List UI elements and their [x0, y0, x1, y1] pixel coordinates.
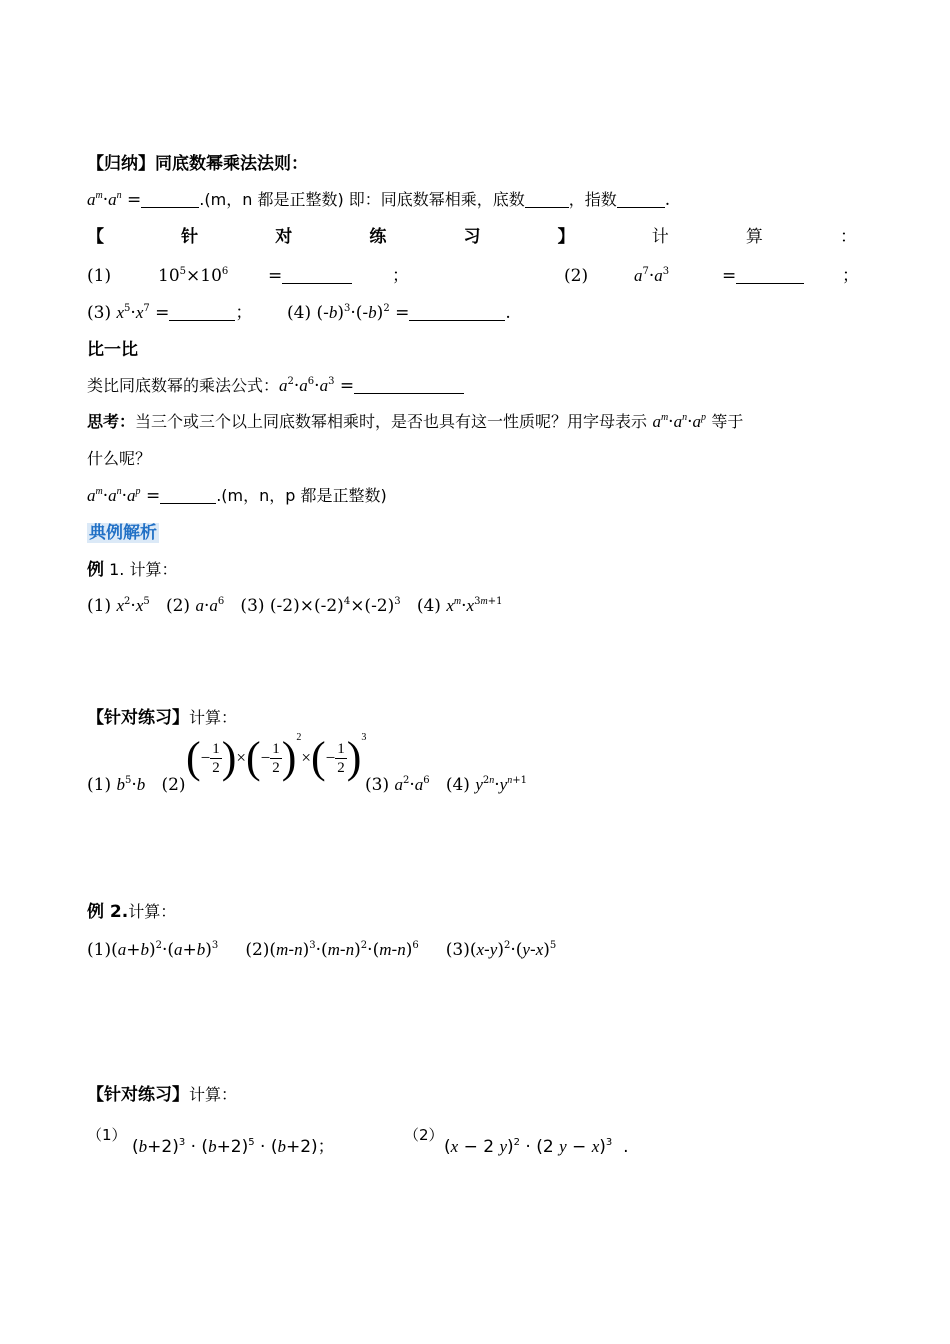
question-label: (4)	[287, 303, 312, 323]
practice3-heading	[87, 1083, 237, 1107]
answer-blank[interactable]	[525, 191, 569, 208]
spread-char: 算	[745, 227, 763, 247]
practice1-q4: (4) $(-b)^3\cdot(-b)^2$ = .	[287, 303, 511, 323]
semicolon: ；	[392, 266, 409, 286]
practice3-q1-expr: $(b+2)^3 \cdot (b+2)^5 \cdot (b+2)$；	[132, 1137, 335, 1157]
compare-heading: 比一比	[87, 340, 138, 360]
practice-tail: 计算：	[189, 1085, 238, 1104]
practice1-q3: (3) $x^5\cdot x^7$ = ；	[87, 303, 253, 323]
answer-blank[interactable]	[169, 304, 235, 321]
spread-char: ：	[840, 227, 857, 247]
answer-blank[interactable]	[160, 487, 216, 504]
section-title-text: 典例解析	[89, 523, 157, 543]
example-label: 例 2.	[87, 902, 129, 922]
think-line2: 什么呢？	[87, 449, 152, 468]
spread-char: 针	[181, 227, 199, 247]
practice-heading: 【针对练习】	[87, 708, 189, 728]
section-title	[87, 521, 159, 545]
formula-tail: .(m，n，p 都是正整数)	[216, 486, 387, 505]
spread-char: 习	[463, 227, 481, 247]
think-tail: 等于	[711, 412, 744, 431]
practice2-q1: (1) $b^5\cdot b$ (2)	[87, 775, 186, 795]
example-label: 例	[87, 560, 104, 580]
practice-tail: 计算：	[189, 708, 238, 727]
spread-char: 练	[369, 227, 387, 247]
spread-char: 计	[651, 227, 669, 247]
semicolon: ；	[842, 266, 859, 286]
answer-blank[interactable]	[617, 191, 665, 208]
practice2-q2-expr: (− $\frac{1}{2}$ )×(− $\frac{1}{2}$ )$^2$×(− $\frac{1}{2}$ )$^3$	[186, 731, 367, 782]
answer-blank[interactable]	[282, 267, 352, 284]
summary-heading: 【归纳】同底数幂乘法法则：	[87, 154, 308, 174]
spread-char: 对	[275, 227, 293, 247]
practice1-q2-answer: =	[722, 264, 804, 288]
question-label: (1)	[87, 266, 112, 286]
compare-analogy: 类比同底数幂的乘法公式：$a^2\cdot a^6\cdot a^3$ =	[87, 374, 464, 398]
practice1-q2	[564, 264, 588, 288]
practice1-q1-answer: =	[268, 264, 352, 288]
formula-line: $a^m\cdot a^n\cdot a^p = .(m$，n，p 都是正整数)	[87, 486, 387, 506]
rule-index-text: ，指数	[568, 190, 617, 209]
practice1-q1	[87, 264, 111, 288]
practice3-q2-label: （2）	[404, 1126, 444, 1144]
example-text: 1. 计算：	[104, 560, 178, 579]
practice1-q2-expr: $a^7\cdot a^3$	[634, 266, 670, 286]
answer-blank[interactable]	[354, 377, 464, 394]
think-question: 思考：当三个或三个以上同底数幂相乘时，是否也具有这一性质呢？用字母表示 $a^m\cdot a^n\cdot a^p$ 等于	[87, 412, 744, 432]
example1-heading	[87, 558, 177, 582]
answer-blank[interactable]	[736, 267, 804, 284]
example2-heading	[87, 900, 176, 924]
practice2-heading	[87, 706, 237, 730]
summary-rule-line: $a^m\cdot a^n = .(m$，n 都是正整数) 即：同底数幂相乘，底数 ，指数 .	[87, 190, 671, 210]
practice2-q3-q4: (3) $a^2\cdot a^6$ (4) $y^{2n}\cdot y^{n+1}$	[365, 775, 527, 795]
practice1-q1-expr: $10^5\times 10^6$	[158, 266, 229, 286]
practice-spread-heading	[87, 225, 857, 249]
spread-char: 【	[87, 227, 104, 247]
example1-problems: (1) $x^2\cdot x^5$ (2) $a\cdot a^6$ (3) $(-2)\times(-2)^4\times(-2)^3$ (4) $x^m\cdot x^{3m+1}$	[87, 596, 503, 616]
analogy-text: 类比同底数幂的乘法公式：	[87, 376, 280, 395]
practice3-q1-label: （1）	[87, 1126, 127, 1144]
example2-problems: $(1)(a+b)^2\cdot(a+b)^3$ $(2)(m-n)^3\cdot(m-n)^2\cdot(m-n)^6$ $(3)(x-y)^2\cdot(y-x)^5$	[87, 940, 557, 960]
spread-char: 】	[557, 227, 575, 247]
answer-blank[interactable]	[409, 304, 505, 321]
rule-text: .(m，n 都是正整数) 即：同底数幂相乘，底数	[199, 190, 525, 209]
question-label: (2)	[564, 266, 589, 286]
practice-heading: 【针对练习】	[87, 1085, 189, 1105]
question-label: (3)	[87, 303, 112, 323]
think-text: 当三个或三个以上同底数幂相乘时，是否也具有这一性质呢？用字母表示	[135, 412, 648, 431]
example-text: 计算：	[128, 902, 177, 921]
answer-blank[interactable]	[141, 191, 199, 208]
practice3-q2-expr: (x − 2 y)$^2$ · (2 y − x)$^3$ .	[444, 1137, 629, 1157]
think-label: 思考：	[87, 412, 136, 431]
